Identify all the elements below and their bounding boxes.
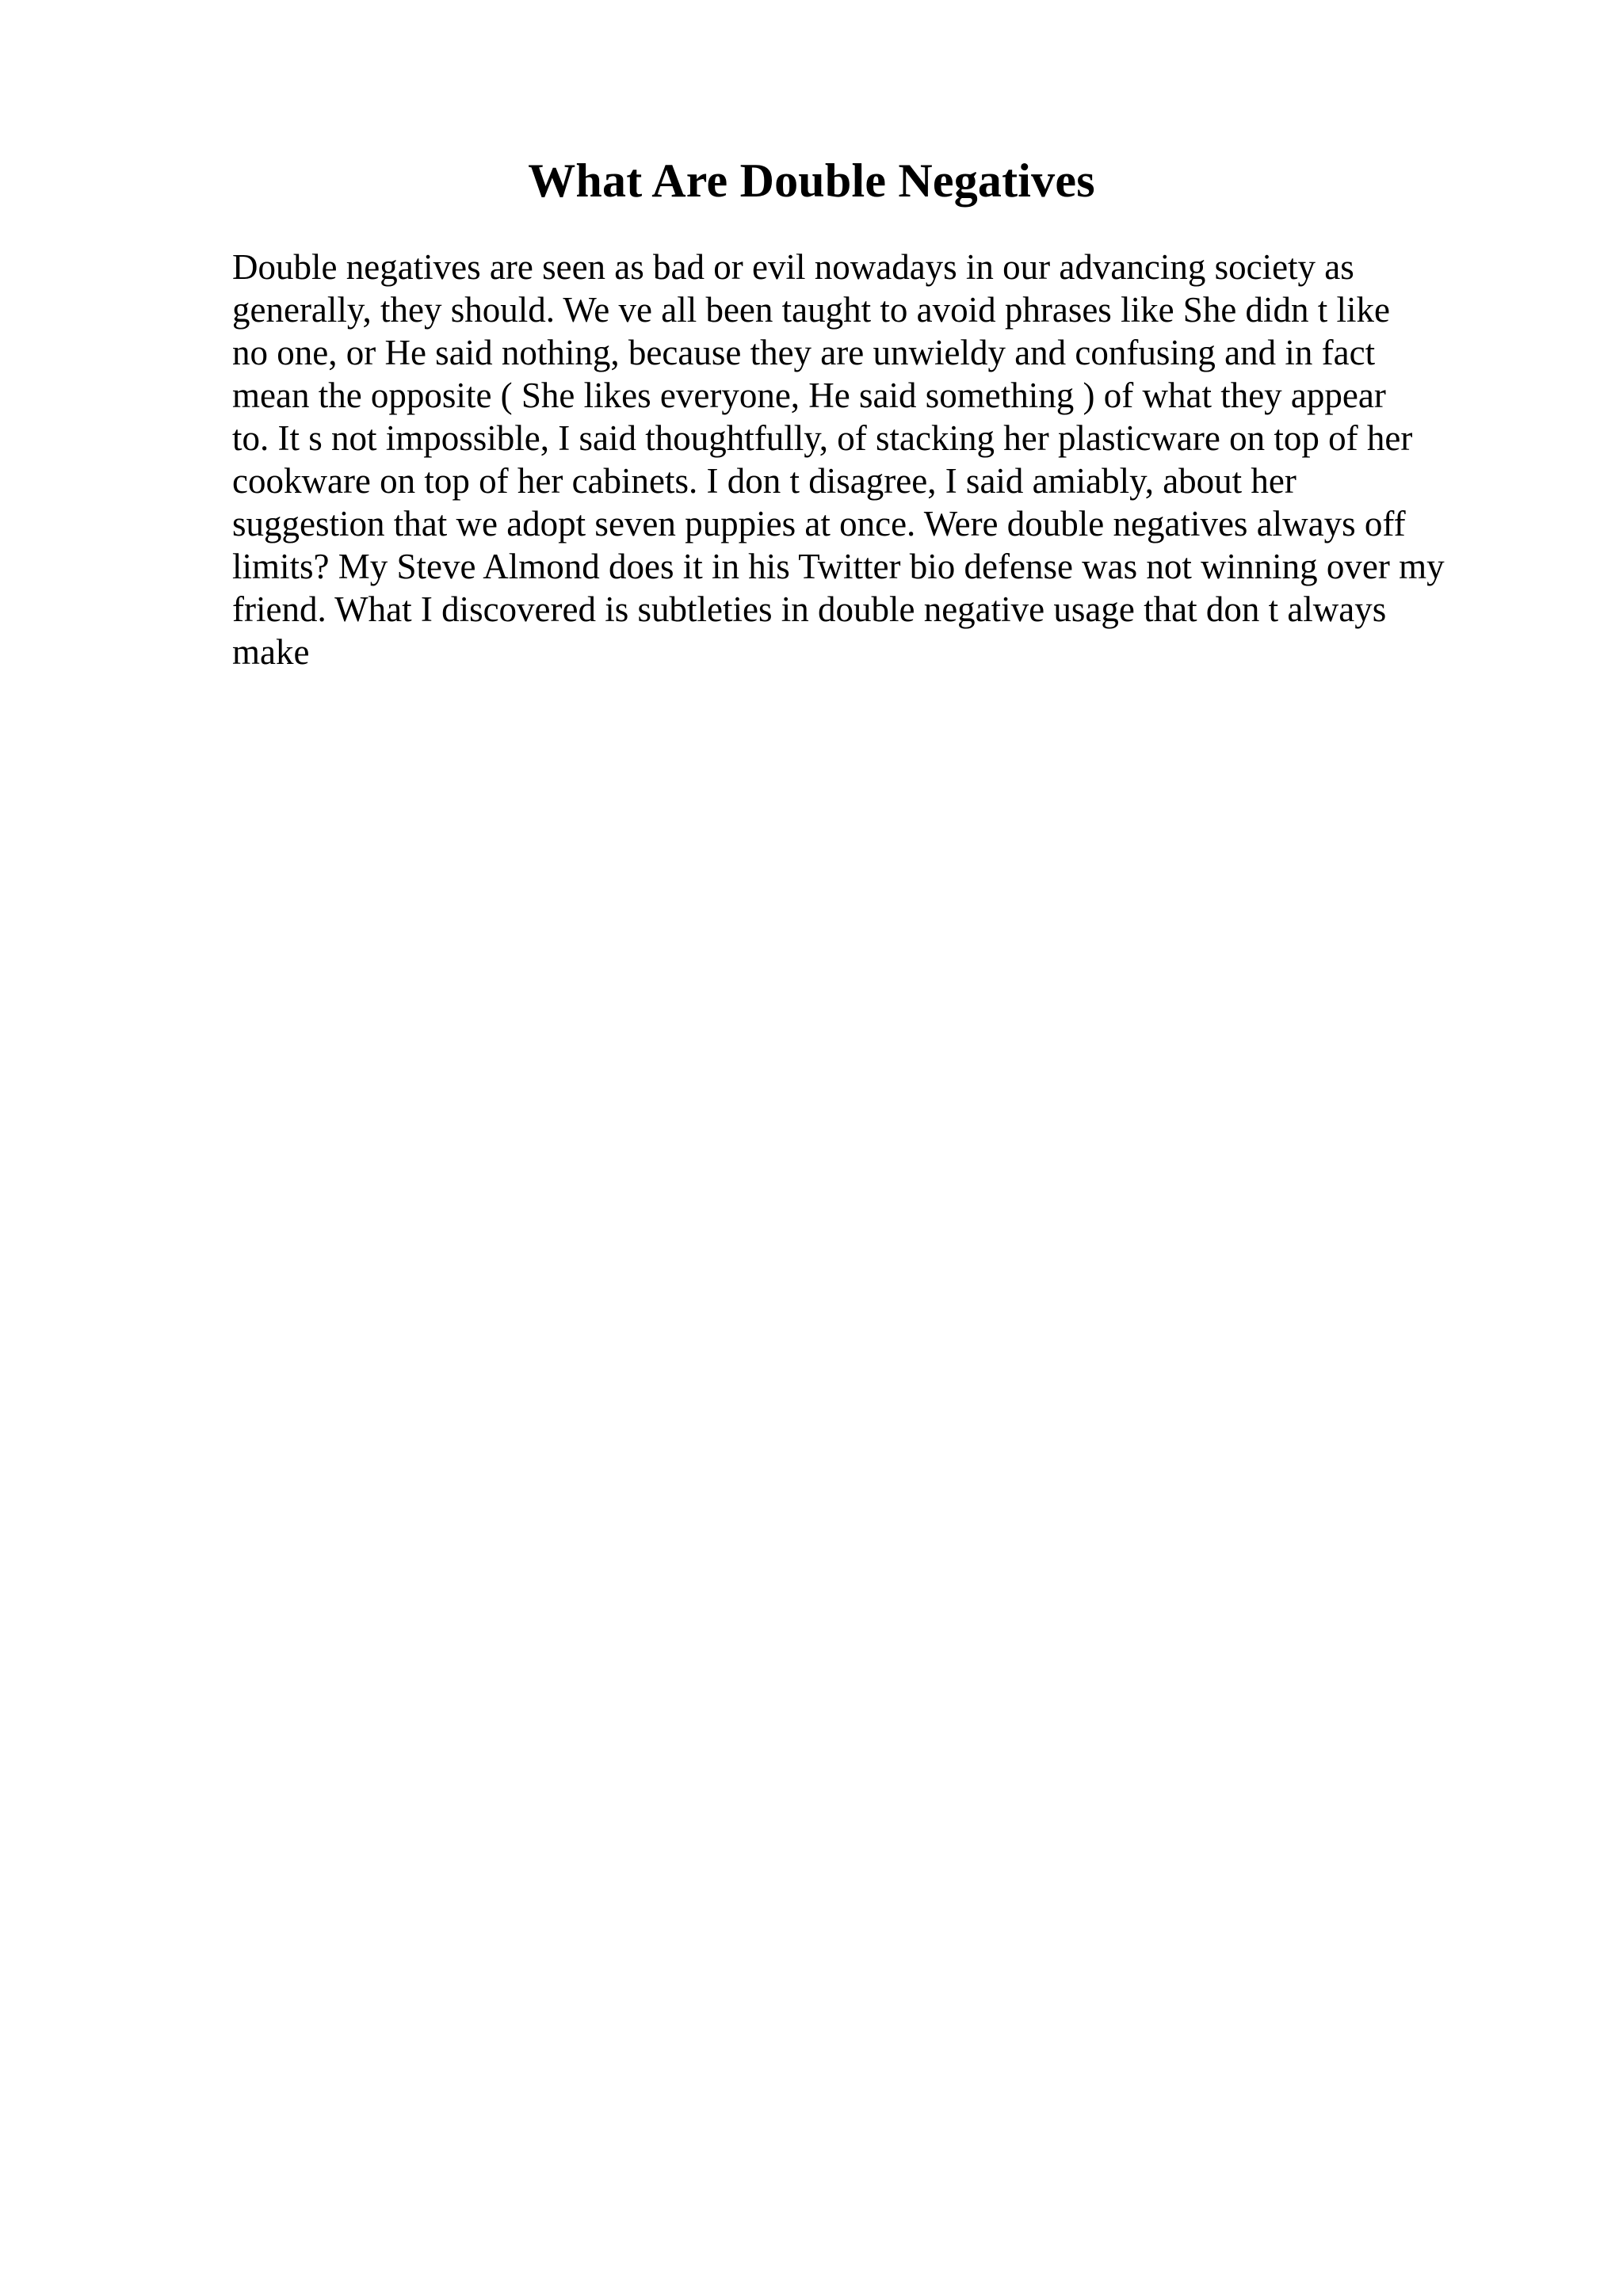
- text-line: friend. What I discovered is subtleties in double negative usage that don t always: [232, 589, 1387, 629]
- text-line: limits? My Steve Almond does it in his Twitter bio defense was not winning over my: [232, 547, 1445, 586]
- text-line: make: [232, 632, 310, 672]
- document-title: What Are Double Negatives: [528, 154, 1095, 207]
- text-line: generally, they should. We ve all been taught to avoid phrases like She didn t like: [232, 290, 1391, 330]
- text-line: cookware on top of her cabinets. I don t disagree, I said amiably, about her: [232, 461, 1296, 501]
- text-line: mean the opposite ( She likes everyone, He said something ) of what they appear: [232, 376, 1386, 415]
- text-line: no one, or He said nothing, because they are unwieldy and confusing and in fact: [232, 333, 1376, 372]
- text-line: suggestion that we adopt seven puppies at once. Were double negatives always off: [232, 504, 1406, 543]
- text-line: Double negatives are seen as bad or evil nowadays in our advancing society as: [232, 247, 1354, 287]
- text-line: to. It s not impossible, I said thoughtfully, of stacking her plasticware on top of her: [232, 418, 1413, 458]
- body-paragraph: [232, 246, 1516, 673]
